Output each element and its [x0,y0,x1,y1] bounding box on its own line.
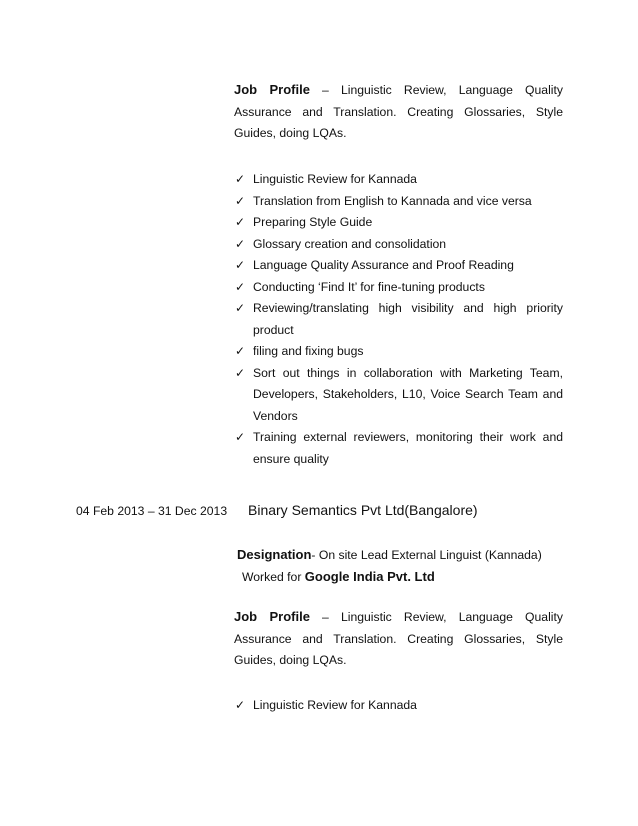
job-profile-label: Job Profile [234,82,310,97]
check-icon: ✓ [235,344,246,358]
check-icon: ✓ [235,172,246,186]
check-icon: ✓ [235,365,246,380]
job-profile-paragraph-2 [234,606,563,672]
list-item: ✓ Conducting ‘Find It’ for fine-tuning products [234,277,563,299]
designation-label: Designation [237,547,312,562]
list-item: ✓ Translation from English to Kannada and vice versa [234,191,563,213]
list-item: ✓ filing and fixing bugs [234,341,563,363]
worked-for-prefix: Worked for [242,570,305,584]
check-icon: ✓ [235,193,246,208]
job-profile-label: Job Profile [234,609,310,624]
check-icon: ✓ [235,698,246,712]
check-icon: ✓ [235,258,246,272]
list-item: ✓ Sort out things in collaboration with Marketing Team, Developers, Stakeholders, L10, Voice Search Team and Vendors [234,363,563,428]
responsibilities-list [234,169,563,470]
list-item: ✓ Training external reviewers, monitoring their work and ensure quality [234,427,563,470]
check-icon: ✓ [235,301,246,315]
job-profile-paragraph [234,79,563,145]
list-item: ✓ Language Quality Assurance and Proof Reading [234,255,563,277]
list-item: ✓ Linguistic Review for Kannada [234,695,563,717]
worked-for-line [242,566,435,589]
check-icon: ✓ [235,236,246,251]
job-profile-text: – Linguistic Review, Language Quality Assurance and Translation. Creating Glossaries, Style Guides, doing LQAs. [234,610,563,667]
check-icon: ✓ [235,430,246,444]
designation-line [237,544,542,567]
designation-text: - On site Lead External Linguist (Kannada) [311,548,542,562]
list-item: ✓ Reviewing/translating high visibility and high priority product [234,298,563,341]
list-item: ✓ Glossary creation and consolidation [234,234,563,256]
company-name: Binary Semantics Pvt Ltd(Bangalore) [248,502,478,518]
employment-dates: 04 Feb 2013 – 31 Dec 2013 [76,504,228,518]
list-item: ✓ Preparing Style Guide [234,212,563,234]
list-item: ✓ Linguistic Review for Kannada [234,169,563,191]
responsibilities-list-2 [234,695,563,717]
check-icon: ✓ [235,279,246,294]
worked-for-company: Google India Pvt. Ltd [304,569,435,584]
check-icon: ✓ [235,215,246,229]
job-profile-text: – Linguistic Review, Language Quality Assurance and Translation. Creating Glossaries, Style Guides, doing LQAs. [234,83,563,140]
